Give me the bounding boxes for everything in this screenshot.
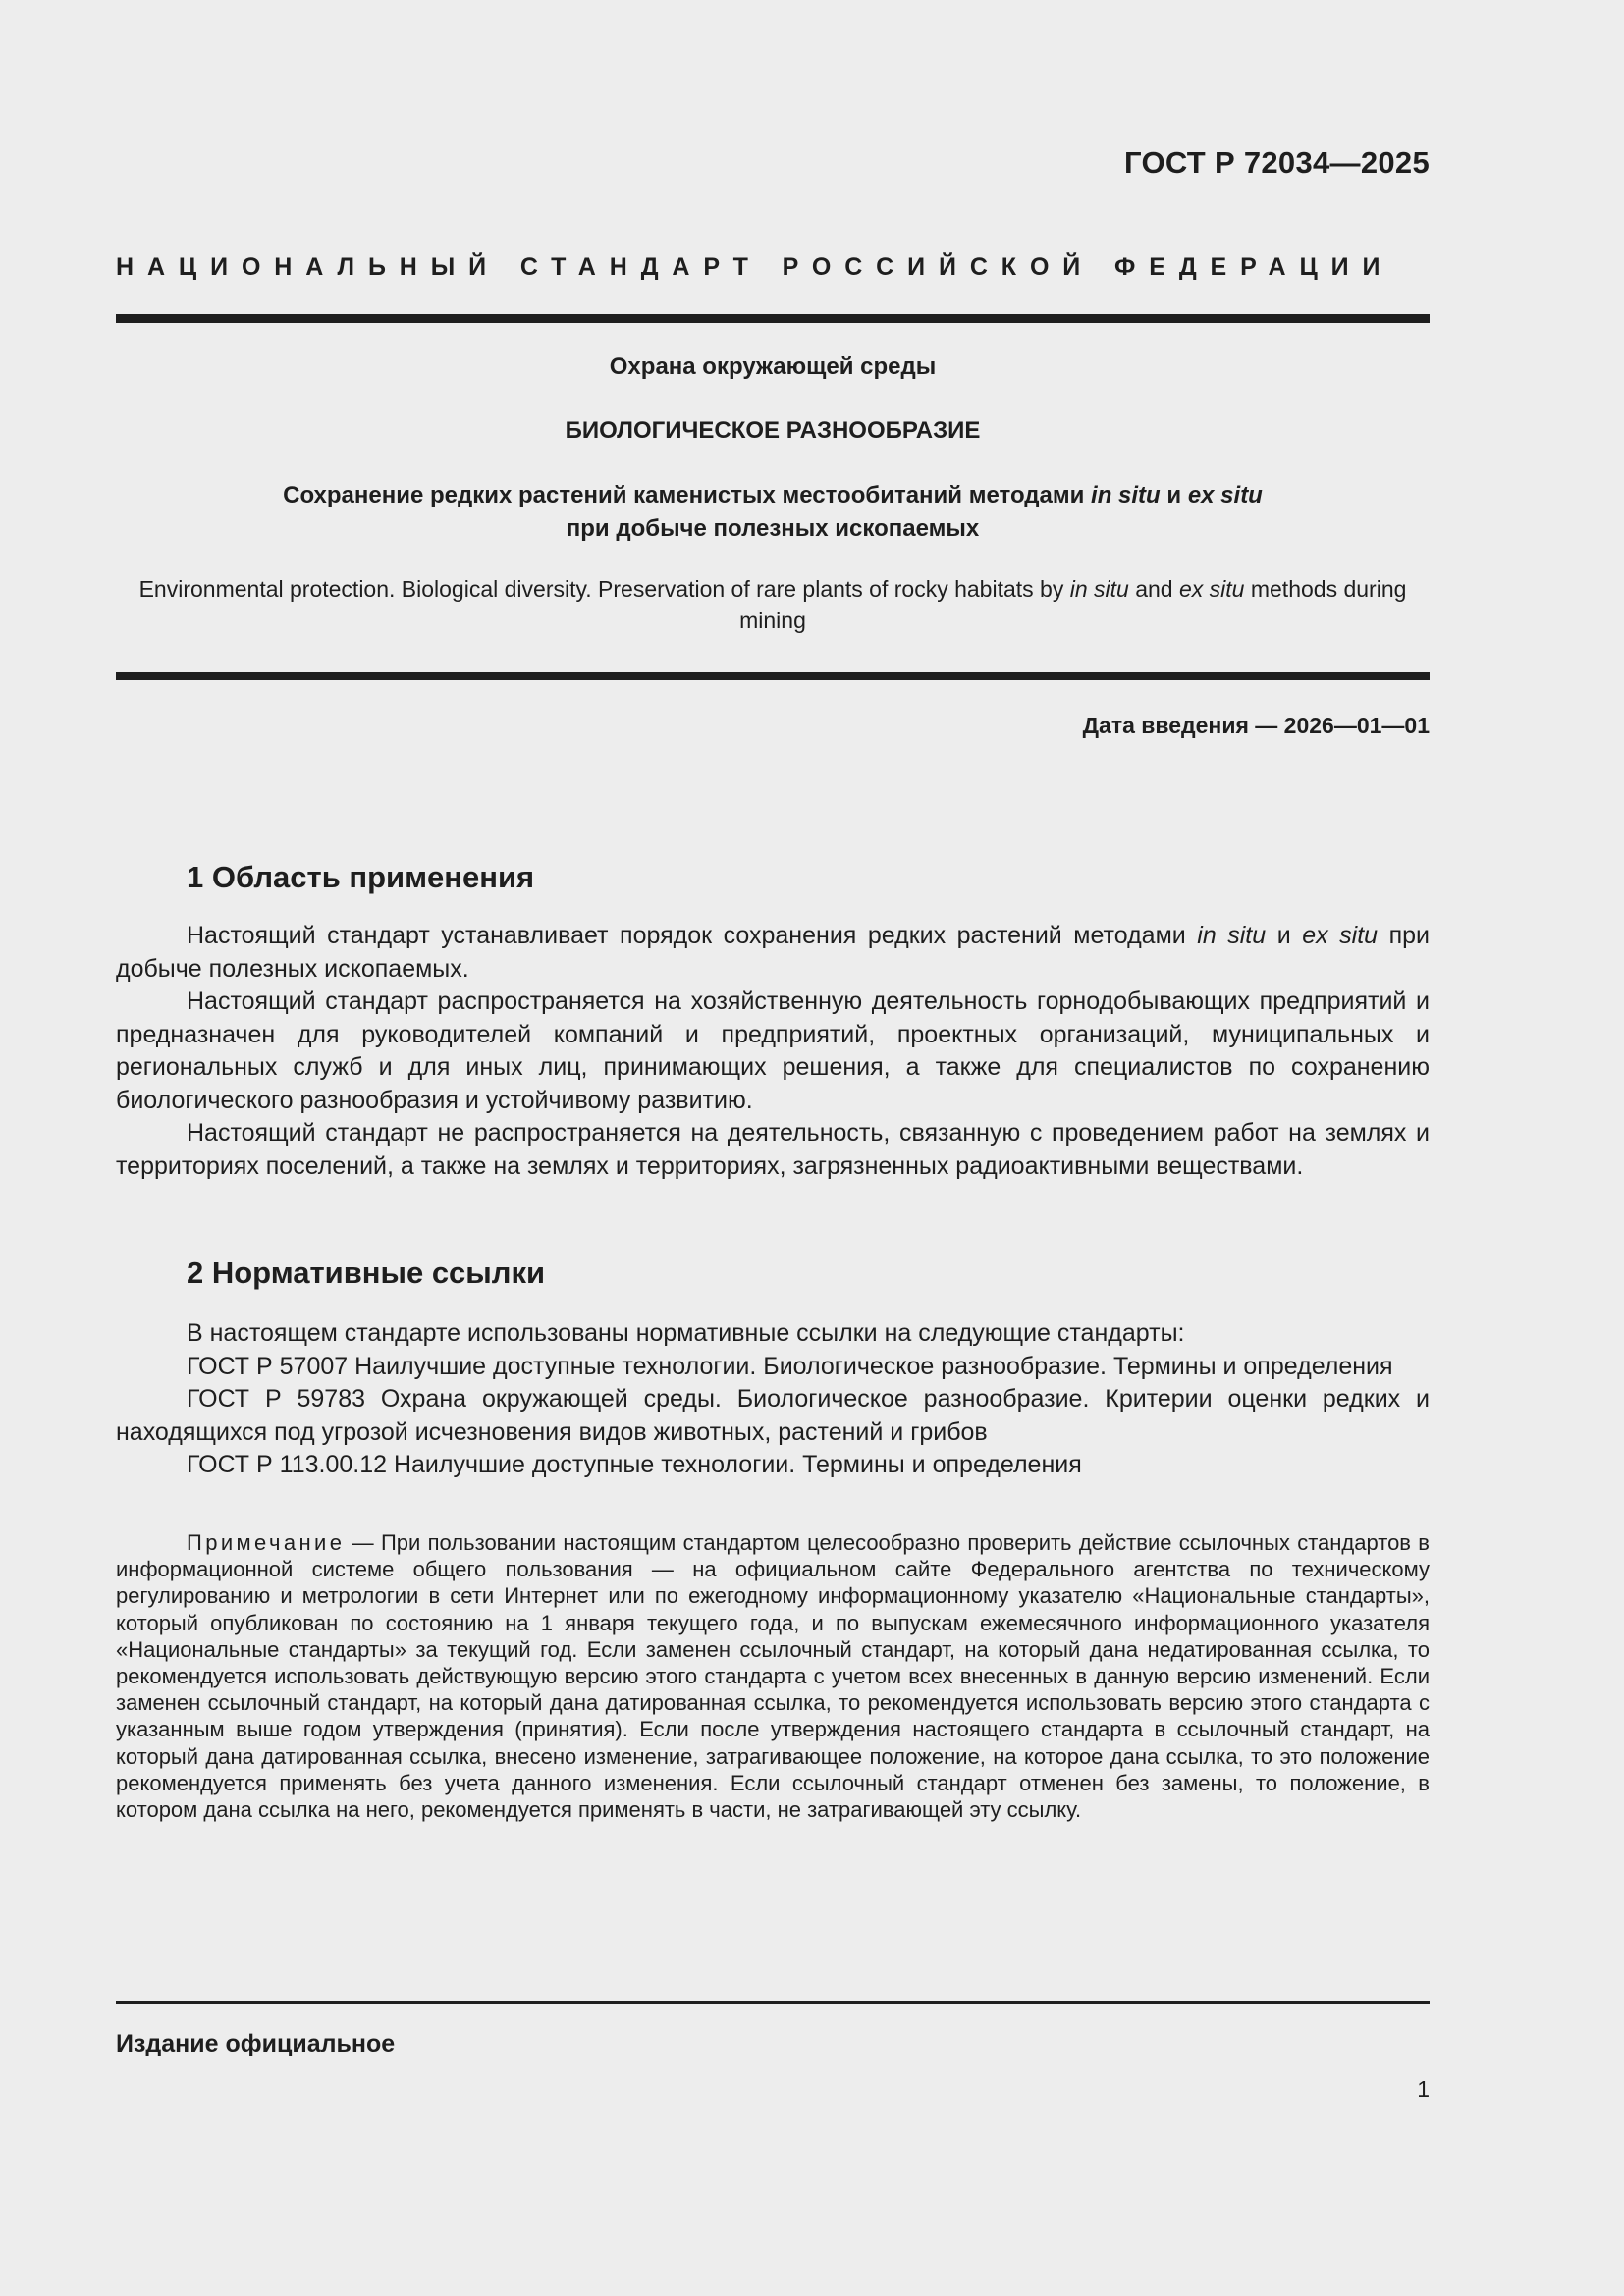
gost-number: ГОСТ Р 72034—2025: [1124, 145, 1430, 180]
title-main-text-2: при добыче полезных ископаемых: [566, 515, 980, 542]
reference-gost-59783: ГОСТ Р 59783 Охрана окружающей среды. Биологическое разнообразие. Критерии оценки редких и находящихся под угрозой исчезновения видов животных, растений и грибов: [116, 1385, 1430, 1446]
official-edition-label: Издание официальное: [116, 2030, 396, 2057]
p1-italic-ex-situ: ex situ: [1302, 922, 1379, 949]
note-label: Примечание: [187, 1530, 346, 1555]
title-english-italic-in-situ: in situ: [1069, 576, 1129, 602]
introduction-date: Дата введения — 2026—01—01: [1082, 713, 1430, 738]
title-english-and: and: [1128, 576, 1179, 602]
title-main: [116, 479, 1430, 546]
title-main-italic-ex-situ: ex situ: [1187, 482, 1263, 508]
reference-gost-57007: ГОСТ Р 57007 Наилучшие доступные технологии. Биологическое разнообразие. Термины и определения: [187, 1352, 1393, 1380]
p1-text: Настоящий стандарт устанавливает порядок сохранения редких растений методами: [187, 922, 1198, 949]
national-standard-heading: НАЦИОНАЛЬНЫЙ СТАНДАРТ РОССИЙСКОЙ ФЕДЕРАЦИИ: [116, 253, 1394, 281]
document-page: [116, 0, 1430, 2296]
note-text: — При пользовании настоящим стандартом целесообразно проверить действие ссылочных стандартов в информационной системе общего пользования — на официальном сайте Федерального агентства по техническому регулированию и метрологии в сети Интернет или по ежегодному информационному указателю «Национальные стандарты», который опубликован по состоянию на 1 января текущего года, и по выпускам ежемесячного информационного указателя «Национальные стандарты» за текущий год. Если заменен ссылочный стандарт, на который дана недатированная ссылка, то рекомендуется использовать действующую версию этого стандарта с учетом всех внесенных в данную версию изменений. Если заменен ссылочный стандарт, на который дана датированная ссылка, то рекомендуется использовать версию этого стандарта с указанным выше годом утверждения (принятия). Если после утверждения настоящего стандарта в ссылочный стандарт, на который дана датированная ссылка, внесено изменение, затрагивающее положение, на которое дана ссылка, то это положение рекомендуется применять без учета данного изменения. Если ссылочный стандарт отменен без замены, то положение, в котором дана ссылка на него, рекомендуется применять в части, не затрагивающей эту ссылку.: [116, 1530, 1430, 1823]
title-divider: [116, 672, 1430, 680]
title-english-text: Environmental protection. Biological diversity. Preservation of rare plants of rocky habitats by: [138, 576, 1070, 602]
p1-italic-in-situ: in situ: [1197, 922, 1267, 949]
page-number: 1: [1417, 2076, 1430, 2102]
p1-and: и: [1266, 922, 1303, 949]
section-1-paragraph-2: Настоящий стандарт распространяется на хозяйственную деятельность горнодобывающих предприятий и предназначен для руководителей компаний и предприятий, проектных организаций, муниципальных и региональных служб и для иных лиц, принимающих решения, а также для специалистов по сохранению биологического разнообразия и устойчивому развитию.: [116, 988, 1430, 1114]
title-main-italic-in-situ: in situ: [1091, 482, 1161, 508]
p1-text-end: при добыче полезных ископаемых.: [116, 922, 1431, 983]
note: [116, 1529, 1430, 1823]
section-2-intro: В настоящем стандарте использованы нормативные ссылки на следующие стандарты:: [187, 1319, 1185, 1347]
top-divider: [116, 314, 1430, 323]
section-1-paragraph-3: Настоящий стандарт не распространяется на деятельность, связанную с проведением работ на землях и территориях поселений, а также на землях и территориях, загрязненных радиоактивными веществами.: [116, 1119, 1430, 1180]
reference-gost-113-00-12: ГОСТ Р 113.00.12 Наилучшие доступные технологии. Термины и определения: [187, 1451, 1082, 1478]
section-2-heading: 2 Нормативные ссылки: [187, 1255, 546, 1290]
section-2-body: [116, 1317, 1430, 1482]
title-english-text-2: methods during mining: [739, 576, 1407, 633]
title-topic: Охрана окружающей среды: [609, 353, 937, 380]
footer-divider: [116, 2001, 1430, 2004]
title-english-italic-ex-situ: ex situ: [1178, 576, 1245, 602]
section-1-heading: 1 Область применения: [187, 860, 535, 894]
section-1-paragraph-1: [116, 920, 1430, 986]
title-main-text: Сохранение редких растений каменистых местообитаний методами: [283, 482, 1092, 508]
title-english: [116, 573, 1430, 636]
title-subject: БИОЛОГИЧЕСКОЕ РАЗНООБРАЗИЕ: [565, 417, 981, 444]
section-1-body: [116, 920, 1430, 1183]
title-main-and: и: [1160, 482, 1188, 508]
